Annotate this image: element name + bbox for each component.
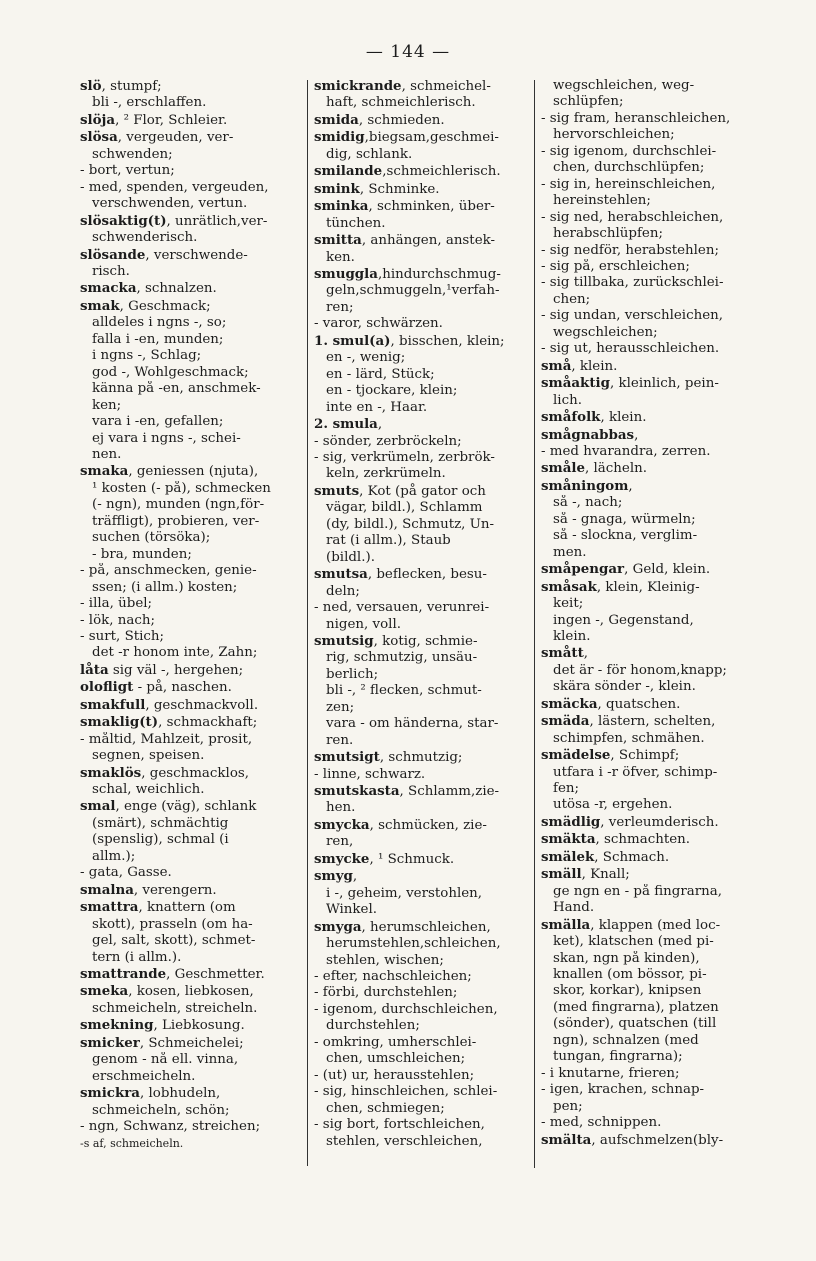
dictionary-line: hervorschleichen;	[553, 127, 675, 143]
headword: smida	[314, 111, 359, 128]
dictionary-line: genom - nå ell. vinna,	[92, 1052, 239, 1068]
dictionary-line: - igen, krachen, schnap-	[541, 1082, 705, 1098]
dictionary-line: småningom,	[541, 477, 633, 494]
dictionary-line: smalna, verengern.	[80, 881, 217, 898]
dictionary-line: - surt, Stich;	[80, 628, 165, 644]
dictionary-line: - bra, munden;	[92, 546, 192, 562]
dictionary-line: wegschleichen, weg-	[553, 78, 695, 93]
dictionary-line: smälta, aufschmelzen(bly-	[541, 1131, 724, 1148]
dictionary-line: en -, wenig;	[326, 350, 406, 366]
headword: småningom	[541, 477, 629, 494]
dictionary-line: zen;	[326, 699, 355, 715]
dictionary-line: (smärt), schmächtig	[92, 815, 229, 831]
dictionary-line: smekning, Liebkosung.	[80, 1017, 245, 1034]
dictionary-line: (sönder), quatschen (till	[553, 1016, 717, 1032]
dictionary-line: smälla, klappen (med loc-	[541, 916, 721, 933]
headword: olofligt	[80, 679, 134, 696]
dictionary-line: (bildl.).	[326, 549, 375, 565]
dictionary-line: vara i -en, gefallen;	[92, 414, 224, 430]
dictionary-line: Hand.	[553, 900, 595, 916]
dictionary-line: suchen (törsöka);	[92, 530, 211, 546]
dictionary-line: det är - för honom,knapp;	[553, 662, 727, 678]
dictionary-line: smutsig, kotig, schmie-	[314, 632, 478, 649]
dictionary-line: småle, lächeln.	[541, 460, 647, 477]
dictionary-line: tünchen.	[326, 215, 386, 231]
headword: smickra	[80, 1085, 140, 1102]
dictionary-line: skan, ngn på kinden),	[553, 950, 700, 966]
dictionary-line: tungan, fingrarna);	[553, 1049, 683, 1065]
dictionary-line: (med fingrarna), platzen	[553, 999, 719, 1015]
dictionary-line: herumstehlen,schleichen,	[326, 936, 501, 952]
dictionary-line: rat (i allm.), Staub	[326, 533, 451, 549]
dictionary-line: chen, schmiegen;	[326, 1100, 445, 1116]
dictionary-line: schal, weichlich.	[92, 782, 205, 798]
dictionary-line: i -, geheim, verstohlen,	[326, 885, 483, 901]
dictionary-line: -s af, schmeicheln.	[80, 1136, 184, 1150]
dictionary-line: ¹ kosten (- på), schmecken	[92, 480, 271, 496]
headword: smicker	[80, 1034, 140, 1051]
dictionary-line: en - lärd, Stück;	[326, 366, 435, 382]
dictionary-line: nen.	[92, 446, 122, 462]
headword: småaktig	[541, 375, 610, 392]
dictionary-line: småsak, klein, Kleinig-	[541, 578, 700, 595]
dictionary-line: - sig bort, fortschleichen,	[314, 1117, 485, 1133]
headword: smickrande	[314, 78, 402, 94]
dictionary-line: (- ngn), munden (ngn,för-	[92, 497, 265, 513]
headword: smäkta	[541, 831, 596, 848]
dictionary-line: knallen (om bössor, pi-	[553, 967, 707, 983]
headword: smälta	[541, 1131, 592, 1148]
dictionary-line: slösande, verschwende-	[80, 246, 248, 263]
headword: smilande	[314, 163, 383, 180]
dictionary-line: smyg,	[314, 868, 358, 885]
headword: smattrande	[80, 966, 167, 983]
dictionary-line: berlich;	[326, 666, 379, 682]
dictionary-line: smäda, lästern, schelten,	[541, 713, 716, 730]
dictionary-line: hen.	[326, 800, 356, 816]
dictionary-line: slöja, ² Flor, Schleier.	[80, 111, 228, 128]
dictionary-line: ingen -, Gegenstand,	[553, 612, 694, 628]
dictionary-line: - måltid, Mahlzeit, prosit,	[80, 731, 253, 747]
dictionary-line: små, klein.	[541, 357, 618, 374]
dictionary-column-middle	[314, 78, 532, 1150]
headword: smyg	[314, 868, 353, 885]
dictionary-line: i ngns -, Schlag;	[92, 348, 202, 364]
dictionary-line: - (ut) ur, herausstehlen;	[314, 1067, 475, 1083]
dictionary-line: rig, schmutzig, unsäu-	[326, 650, 478, 666]
dictionary-line: falla i -en, munden;	[92, 331, 224, 347]
dictionary-line: småaktig, kleinlich, pein-	[541, 375, 719, 392]
dictionary-line: men.	[553, 544, 587, 560]
dictionary-line: smått,	[541, 645, 589, 662]
headword: smaklös	[80, 764, 142, 781]
headword: smutsig	[314, 632, 374, 649]
dictionary-line: bli -, erschlaffen.	[92, 95, 207, 111]
dictionary-line: - lök, nach;	[80, 612, 155, 628]
dictionary-line: utfara i -r öfver, schimp-	[553, 764, 718, 780]
headword: 2. smula	[314, 416, 378, 433]
dictionary-line: inte en -, Haar.	[326, 399, 428, 415]
dictionary-line: smakfull, geschmackvoll.	[80, 696, 259, 713]
dictionary-line: schwenden;	[92, 146, 173, 162]
dictionary-line: - efter, nachschleichen;	[314, 969, 472, 985]
headword: slöja	[80, 111, 116, 128]
dictionary-line: - linne, schwarz.	[314, 766, 426, 782]
dictionary-line: - sig undan, verschleichen,	[541, 308, 724, 324]
dictionary-line: erschmeicheln.	[92, 1068, 196, 1084]
headword: smekning	[80, 1017, 154, 1034]
dictionary-line: (spenslig), schmal (i	[92, 832, 229, 848]
dictionary-line: - sig igenom, durchschlei-	[541, 143, 717, 159]
dictionary-line: - sig, verkrümeln, zerbrök-	[314, 449, 495, 465]
dictionary-line: träffligt), probieren, ver-	[92, 513, 260, 529]
headword: smäda	[541, 713, 590, 730]
dictionary-line: - i knutarne, frieren;	[541, 1065, 680, 1081]
dictionary-line: skor, korkar), knipsen	[553, 983, 702, 999]
dictionary-line: hereinstehlen;	[553, 193, 651, 209]
column-rule	[307, 80, 308, 1166]
headword: smalna	[80, 881, 134, 898]
dictionary-line: smicker, Schmeichelei;	[80, 1034, 244, 1051]
dictionary-line: pen;	[553, 1098, 583, 1114]
dictionary-line: låta sig väl -, hergehen;	[80, 661, 244, 678]
headword: smink	[314, 180, 360, 197]
dictionary-line: Winkel.	[326, 902, 378, 918]
dictionary-line: känna på -en, anschmek-	[92, 381, 261, 397]
dictionary-line: smilande,schmeichlerisch.	[314, 163, 501, 180]
headword: smal	[80, 798, 116, 815]
headword: smaklig(t)	[80, 714, 159, 731]
headword: slösaktig(t)	[80, 212, 167, 229]
dictionary-line: verschwenden, vertun.	[92, 196, 248, 212]
dictionary-line: - varor, schwärzen.	[314, 316, 443, 332]
dictionary-line: smuts, Kot (på gator och	[314, 482, 486, 499]
dictionary-line: chen, umschleichen;	[326, 1051, 466, 1067]
dictionary-line: smak, Geschmack;	[80, 297, 211, 314]
headword: smälek	[541, 848, 595, 865]
dictionary-line: ej vara i ngns -, schei-	[92, 430, 241, 446]
dictionary-line: ssen; (i allm.) kosten;	[92, 579, 238, 595]
dictionary-line: ren;	[326, 299, 354, 315]
dictionary-line: segnen, speisen.	[92, 748, 205, 764]
dictionary-line: stehlen, wischen;	[326, 952, 444, 968]
headword: smutsa	[314, 566, 368, 583]
dictionary-line: allm.);	[92, 848, 136, 864]
dictionary-line: smacka, schnalzen.	[80, 280, 217, 297]
dictionary-line: ken.	[326, 249, 355, 265]
headword: smälla	[541, 916, 591, 933]
dictionary-line: smitta, anhängen, anstek-	[314, 232, 496, 249]
dictionary-line: tern (i allm.).	[92, 949, 182, 965]
dictionary-line: så - gnaga, würmeln;	[553, 511, 696, 527]
dictionary-line: så -, nach;	[553, 495, 623, 511]
dictionary-line: smycka, schmücken, zie-	[314, 816, 487, 833]
dictionary-line: risch.	[92, 263, 130, 279]
dictionary-line: chen;	[553, 291, 591, 307]
dictionary-line: - med, schnippen.	[541, 1115, 662, 1131]
dictionary-line: ket), klatschen (med pi-	[553, 934, 714, 950]
headword: smågnabbas	[541, 426, 635, 443]
dictionary-line: smaklös, geschmacklos,	[80, 764, 250, 781]
dictionary-line: smyga, herumschleichen,	[314, 918, 491, 935]
dictionary-line: (dy, bildl.), Schmutz, Un-	[326, 516, 495, 532]
headword: små	[541, 357, 572, 374]
dictionary-line: nigen, voll.	[326, 616, 401, 632]
dictionary-line: en - tjockare, klein;	[326, 383, 458, 399]
dictionary-line: utösa -r, ergehen.	[553, 797, 673, 813]
dictionary-line: bli -, ² flecken, schmut-	[326, 683, 482, 699]
dictionary-line: gel, salt, skott), schmet-	[92, 933, 256, 949]
dictionary-line: dig, schlank.	[326, 146, 413, 162]
headword: smakfull	[80, 696, 146, 713]
dictionary-line: schwenderisch.	[92, 230, 198, 246]
dictionary-line: smädlig, verleumderisch.	[541, 813, 719, 830]
dictionary-line: ken;	[92, 397, 122, 413]
dictionary-line: småpengar, Geld, klein.	[541, 561, 711, 578]
dictionary-line: smädelse, Schimpf;	[541, 747, 680, 764]
dictionary-line: - ngn, Schwanz, streichen;	[80, 1119, 261, 1135]
dictionary-line: smink, Schminke.	[314, 180, 440, 197]
dictionary-line: haft, schmeichlerisch.	[326, 95, 476, 111]
dictionary-line: 2. smula,	[314, 416, 383, 433]
dictionary-line: - sig fram, heranschleichen,	[541, 110, 731, 126]
dictionary-line: chen, durchschlüpfen;	[553, 160, 705, 176]
dictionary-line: - förbi, durchstehlen;	[314, 985, 458, 1001]
dictionary-line: - sig ned, herabschleichen,	[541, 209, 724, 225]
headword: låta	[80, 661, 109, 678]
dictionary-line: - bort, vertun;	[80, 163, 175, 179]
dictionary-line: smida, schmieden.	[314, 111, 445, 128]
dictionary-line: skära sönder -, klein.	[553, 679, 696, 695]
headword: smeka	[80, 983, 129, 1000]
headword: smäcka	[541, 695, 598, 712]
headword: smutsigt	[314, 749, 380, 766]
dictionary-line: herabschlüpfen;	[553, 226, 663, 242]
headword: smaka	[80, 463, 129, 480]
dictionary-line: schimpfen, schmähen.	[553, 730, 705, 746]
dictionary-line: vara - om händerna, star-	[326, 716, 499, 732]
headword: sminka	[314, 198, 369, 215]
dictionary-line: stehlen, verschleichen,	[326, 1133, 483, 1149]
dictionary-line: smälek, Schmach.	[541, 848, 670, 865]
headword: smak	[80, 297, 120, 314]
dictionary-line: - med hvarandra, zerren.	[541, 443, 711, 459]
dictionary-line: smal, enge (väg), schlank	[80, 798, 257, 815]
dictionary-line: klein.	[553, 628, 591, 644]
dictionary-line: så - slockna, verglim-	[553, 528, 698, 544]
headword: smidig	[314, 129, 365, 146]
headword: smyga	[314, 918, 362, 935]
headword: 1. smul(a)	[314, 332, 391, 349]
headword: smuts	[314, 482, 360, 499]
dictionary-line: - igenom, durchschleichen,	[314, 1001, 498, 1017]
dictionary-line: smeka, kosen, liebkosen,	[80, 983, 254, 1000]
dictionary-line: - ned, versauen, verunrei-	[314, 600, 490, 616]
dictionary-line: - sig på, erschleichen;	[541, 258, 690, 274]
dictionary-line: keln, zerkrümeln.	[326, 466, 446, 482]
dictionary-line: wegschleichen;	[553, 324, 658, 340]
headword: småpengar	[541, 561, 625, 578]
dictionary-line: smågnabbas,	[541, 426, 639, 443]
headword: slö	[80, 78, 102, 94]
headword: slösande	[80, 246, 146, 263]
dictionary-line: keit;	[553, 596, 584, 612]
dictionary-line: ngn), schnalzen (med	[553, 1032, 699, 1048]
headword: småle	[541, 460, 585, 477]
headword: småsak	[541, 578, 597, 595]
dictionary-line: smickrande, schmeichel-	[314, 78, 491, 94]
headword: slösa	[80, 129, 118, 146]
headword: smycka	[314, 816, 370, 833]
dictionary-line: det -r honom inte, Zahn;	[92, 645, 258, 661]
dictionary-line: smycke, ¹ Schmuck.	[314, 850, 455, 867]
dictionary-line: schmeicheln, streicheln.	[92, 1000, 258, 1016]
dictionary-column-right	[541, 78, 781, 1149]
headword: smuggla	[314, 265, 378, 282]
dictionary-line: ren,	[326, 834, 354, 850]
dictionary-line: geln,schmuggeln,¹verfah-	[326, 283, 500, 299]
dictionary-line: sminka, schminken, über-	[314, 198, 495, 215]
dictionary-line: - sig, hinschleichen, schlei-	[314, 1084, 498, 1100]
dictionary-line: - sig tillbaka, zurückschlei-	[541, 275, 724, 291]
dictionary-line: slösa, vergeuden, ver-	[80, 129, 234, 146]
headword: smycke	[314, 850, 370, 867]
dictionary-line: smäll, Knall;	[541, 866, 630, 883]
dictionary-line: smuggla,hindurchschmug-	[314, 265, 501, 282]
dictionary-line: fen;	[553, 781, 580, 797]
dictionary-line: 1. smul(a), bisschen, klein;	[314, 332, 505, 349]
headword: smädelse	[541, 747, 611, 764]
dictionary-line: smattrande, Geschmetter.	[80, 966, 265, 983]
dictionary-line: småfolk, klein.	[541, 409, 647, 426]
headword: smått	[541, 645, 584, 662]
dictionary-line: schlüpfen;	[553, 94, 624, 110]
dictionary-line: schmeicheln, schön;	[92, 1102, 230, 1118]
headword: smädlig	[541, 813, 601, 830]
dictionary-line: smutsa, beflecken, besu-	[314, 566, 487, 583]
page-number: — 144 —	[365, 42, 451, 62]
dictionary-line: - sönder, zerbröckeln;	[314, 433, 462, 449]
dictionary-line: smattra, knattern (om	[80, 899, 236, 916]
headword: smattra	[80, 899, 139, 916]
dictionary-line: - på, anschmecken, genie-	[80, 563, 257, 579]
dictionary-line: smickra, lobhudeln,	[80, 1085, 221, 1102]
dictionary-line: slösaktig(t), unrätlich,ver-	[80, 212, 268, 229]
dictionary-line: smäkta, schmachten.	[541, 831, 691, 848]
dictionary-line: smaklig(t), schmackhaft;	[80, 714, 258, 731]
column-rule	[534, 80, 535, 1168]
headword: smitta	[314, 232, 362, 249]
dictionary-line: - gata, Gasse.	[80, 865, 172, 881]
dictionary-line: - sig in, hereinschleichen,	[541, 176, 716, 192]
dictionary-line: - sig nedför, herabstehlen;	[541, 242, 719, 258]
dictionary-line: smutsigt, schmutzig;	[314, 749, 463, 766]
dictionary-line: - sig ut, herausschleichen.	[541, 341, 720, 357]
dictionary-line: smäcka, quatschen.	[541, 695, 681, 712]
headword: smutskasta	[314, 783, 400, 800]
dictionary-line: alldeles i ngns -, so;	[92, 315, 227, 331]
dictionary-line: ren.	[326, 732, 354, 748]
dictionary-line: - med, spenden, vergeuden,	[80, 179, 269, 195]
headword: smacka	[80, 280, 137, 297]
dictionary-line: skott), prasseln (om ha-	[92, 916, 253, 932]
dictionary-line: smaka, geniessen (njuta),	[80, 463, 259, 480]
dictionary-line: - illa, übel;	[80, 596, 153, 612]
headword: smäll	[541, 866, 582, 883]
dictionary-line: olofligt - på, naschen.	[80, 679, 232, 696]
dictionary-line: vägar, bildl.), Schlamm	[326, 500, 483, 516]
dictionary-line: god -, Wohlgeschmack;	[92, 364, 249, 380]
dictionary-line: ge ngn en - på fingrarna,	[553, 883, 723, 899]
dictionary-line: deln;	[326, 583, 360, 599]
dictionary-line: durchstehlen;	[326, 1018, 420, 1034]
dictionary-column-left	[80, 78, 306, 1152]
dictionary-line: smidig,biegsam,geschmei-	[314, 129, 499, 146]
dictionary-line: smutskasta, Schlamm,zie-	[314, 783, 500, 800]
dictionary-line: lich.	[553, 392, 582, 408]
dictionary-line: - omkring, umherschlei-	[314, 1034, 477, 1050]
dictionary-line: slö, stumpf;	[80, 78, 162, 94]
headword: småfolk	[541, 409, 601, 426]
